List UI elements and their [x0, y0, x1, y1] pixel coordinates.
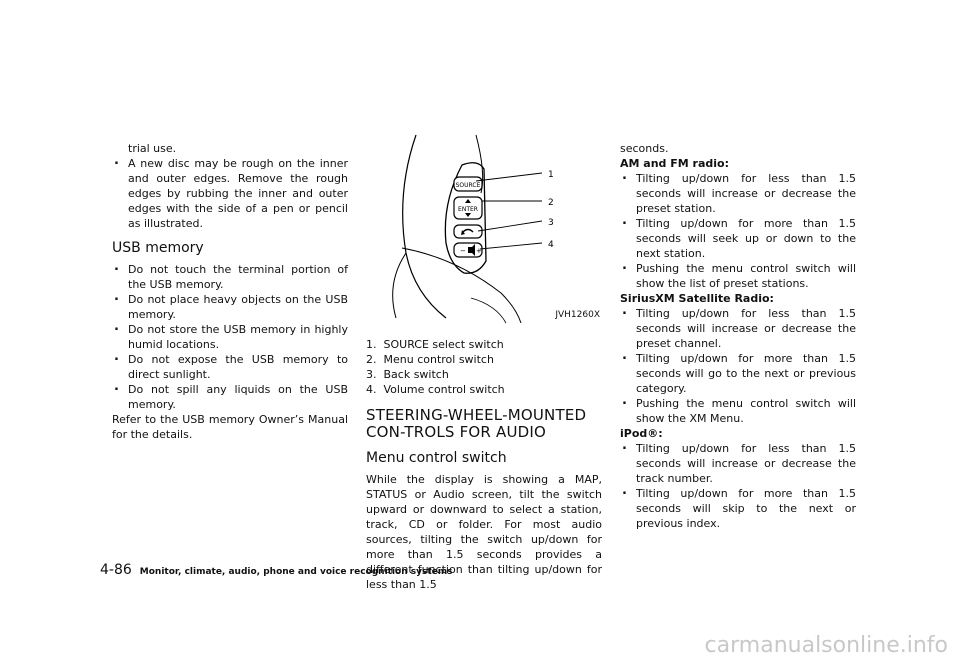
am-bullet: . Pushing the menu control switch will show the list of preset stations. [620, 261, 856, 291]
column-middle [366, 133, 602, 592]
page-footer [100, 562, 453, 578]
figure-code: JVH1260X [555, 310, 600, 320]
usb-bullet: . Do not spill any liquids on the USB memory. [112, 382, 348, 412]
sxm-bullet: . Pushing the menu control switch will show the XM Menu. [620, 396, 856, 426]
steering-wheel-figure [366, 133, 602, 325]
usb-bullet: . Do not place heavy objects on the USB memory. [112, 292, 348, 322]
watermark: carmanualsonline.info [704, 633, 948, 658]
column-right [620, 141, 856, 531]
siriusxm-heading: SiriusXM Satellite Radio: [620, 292, 774, 305]
continued-text: trial use. [128, 142, 177, 155]
usb-bullet: . Do not expose the USB memory to direct sunlight. [112, 352, 348, 382]
bullet-disc: . A new disc may be rough on the inner and outer edges. Remove the rough edges by rubbing the inner and outer edges with the side of a pen or pencil as illustrated. [112, 156, 348, 231]
svg-text:+: + [476, 247, 482, 255]
menu-control-heading: Menu control switch [366, 450, 507, 466]
ipod-bullet: . Tilting up/down for less than 1.5 seconds will increase or decrease the track number. [620, 441, 856, 486]
am-bullet: . Tilting up/down for more than 1.5 seconds will seek up or down to the next station. [620, 216, 856, 261]
callout-2: 2 [548, 198, 554, 208]
ipod-bullet: . Tilting up/down for more than 1.5 seconds will skip to the next or previous index. [620, 486, 856, 531]
callout-1: 1 [548, 170, 554, 180]
am-bullet: . Tilting up/down for less than 1.5 seconds will increase or decrease the preset station. [620, 171, 856, 216]
menu-control-paragraph: While the display is showing a MAP, STATUS or Audio screen, tilt the switch upward or downward to select a station, track, CD or folder. For most audio sources, tilting the switch up/down for more than 1.5 seconds provides a different function than tilting up/down for less than 1.5 [366, 473, 602, 591]
refer-text: Refer to the USB memory Owner’s Manual for the details. [112, 413, 348, 441]
chapter-title: Monitor, climate, audio, phone and voice recognition systems [139, 567, 453, 577]
ipod-heading: iPod®: [620, 427, 663, 440]
svg-text:−: − [460, 247, 466, 255]
column-left [112, 141, 348, 442]
source-button-label: SOURCE [455, 182, 481, 189]
section-heading: STEERING-WHEEL-MOUNTED CON-TROLS FOR AUDIO [366, 406, 587, 441]
list-item: 4. Volume control switch [366, 383, 505, 396]
steering-wheel-illustration [366, 133, 602, 325]
page-number: 4-86 [100, 562, 132, 578]
sxm-bullet: . Tilting up/down for less than 1.5 seconds will increase or decrease the preset channel. [620, 306, 856, 351]
sxm-bullet: . Tilting up/down for more than 1.5 seconds will go to the next or previous category. [620, 351, 856, 396]
callout-4: 4 [548, 240, 554, 250]
list-item: 3. Back switch [366, 368, 449, 381]
list-item: 2. Menu control switch [366, 353, 494, 366]
usb-heading: USB memory [112, 240, 204, 256]
enter-button-label: ENTER [458, 206, 478, 213]
am-fm-heading: AM and FM radio: [620, 157, 729, 170]
callout-3: 3 [548, 218, 554, 228]
continued-text: seconds. [620, 142, 669, 155]
usb-bullet: . Do not store the USB memory in highly humid locations. [112, 322, 348, 352]
list-item: 1. SOURCE select switch [366, 338, 504, 351]
usb-bullet: . Do not touch the terminal portion of the USB memory. [112, 262, 348, 292]
